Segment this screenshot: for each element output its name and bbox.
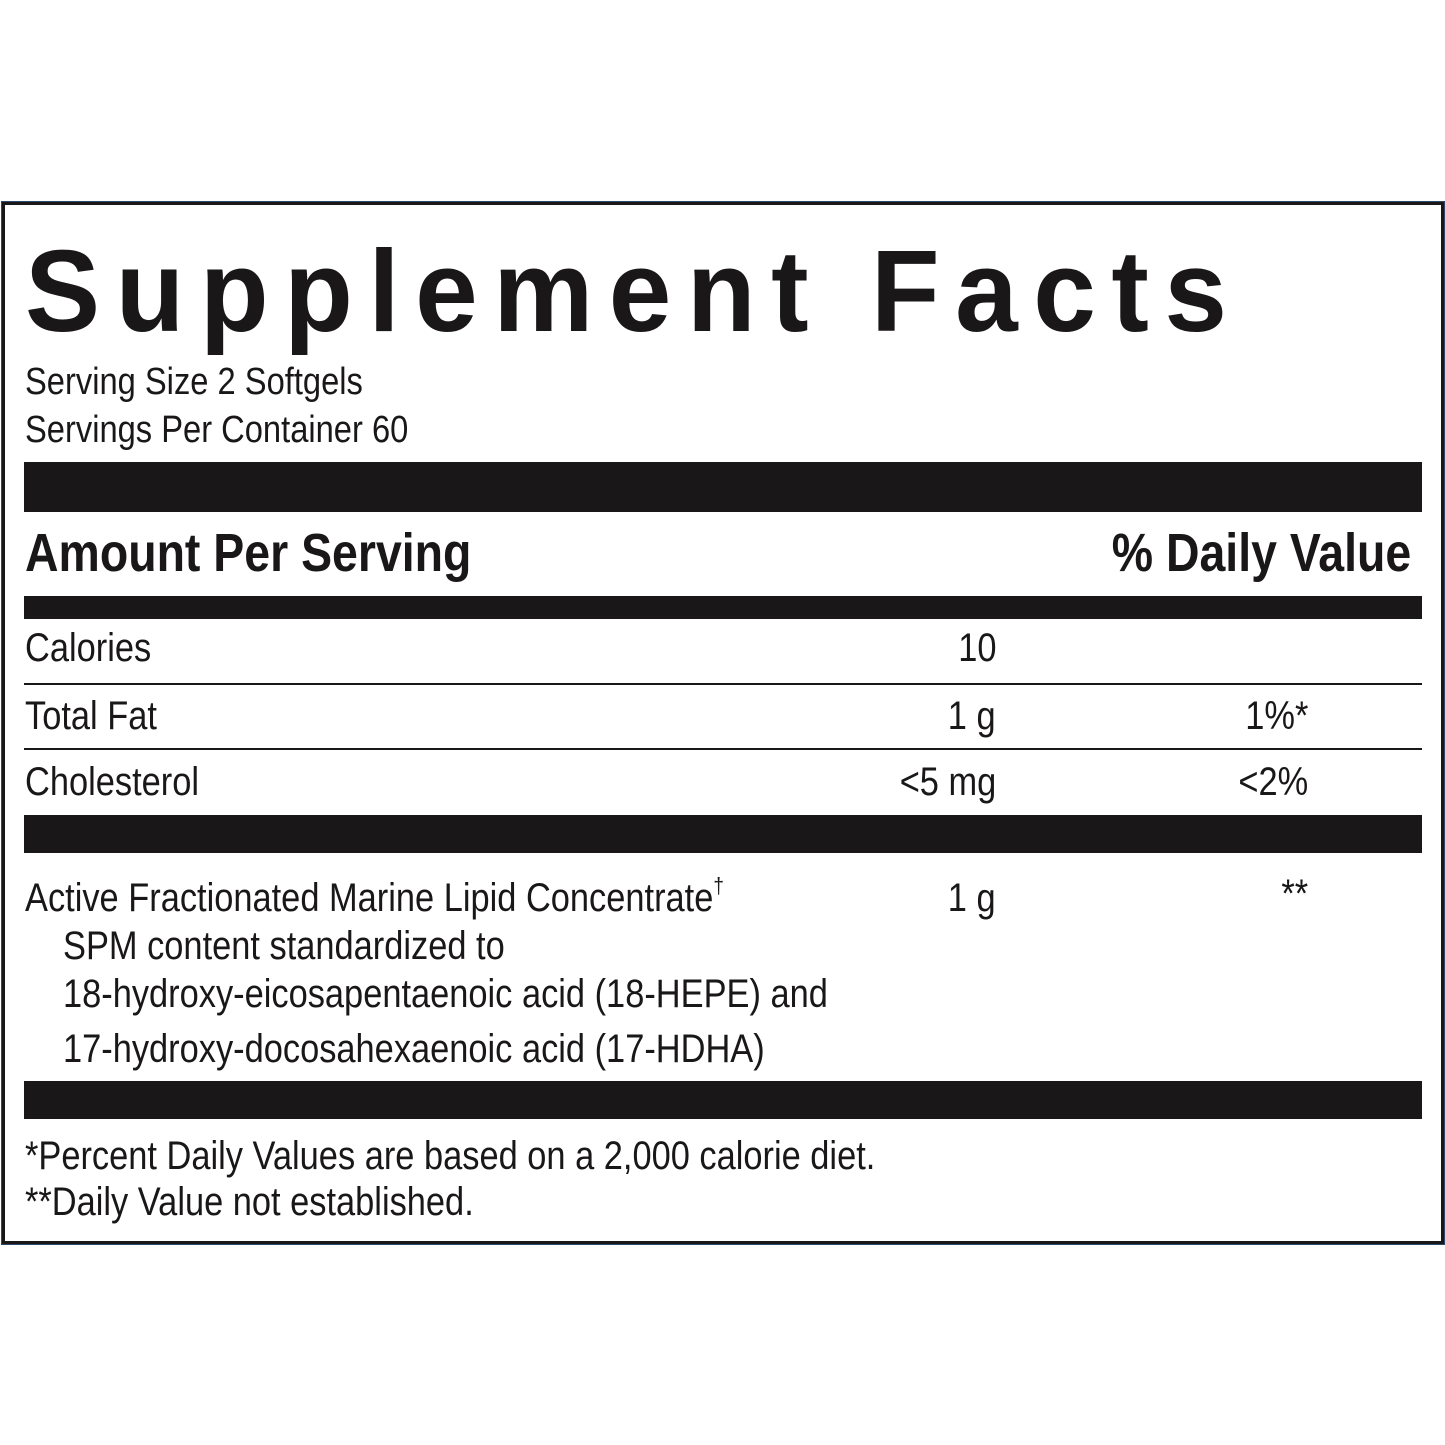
amount-per-serving-header: Amount Per Serving — [25, 523, 472, 583]
servings-per-container: Servings Per Container 60 — [25, 409, 409, 451]
row-label-cholesterol: Cholesterol — [25, 760, 200, 804]
row-label-total-fat: Total Fat — [25, 694, 157, 738]
medium-divider — [24, 596, 1422, 619]
row-divider — [24, 683, 1422, 685]
dagger-mark: † — [713, 873, 724, 898]
ingredient-label: Active Fractionated Marine Lipid Concentrate — [25, 876, 714, 920]
ingredient-name — [25, 875, 724, 921]
row-dv-total-fat: 1%* — [1244, 694, 1308, 738]
row-label-calories: Calories — [25, 626, 152, 670]
footnote-not-established: **Daily Value not established. — [25, 1180, 474, 1224]
row-amount-calories: 10 — [957, 626, 996, 670]
ingredient-dv: ** — [1281, 872, 1308, 916]
ingredient-detail: SPM content standardized to — [63, 924, 505, 968]
thick-divider — [24, 815, 1422, 853]
serving-size: Serving Size 2 Softgels — [25, 361, 363, 403]
row-dv-cholesterol: <2% — [1238, 760, 1308, 804]
daily-value-header: % Daily Value — [1111, 523, 1411, 583]
ingredient-detail: 18-hydroxy-eicosapentaenoic acid (18-HEPE) and — [63, 972, 828, 1016]
thick-divider — [24, 462, 1422, 512]
ingredient-amount: 1 g — [948, 876, 996, 920]
thick-divider — [24, 1081, 1422, 1119]
row-amount-total-fat: 1 g — [948, 694, 996, 738]
row-divider — [24, 748, 1422, 750]
row-amount-cholesterol: <5 mg — [899, 760, 996, 804]
panel-title: Supplement Facts — [25, 226, 1243, 356]
supplement-facts-panel — [2, 202, 1444, 1244]
ingredient-detail: 17-hydroxy-docosahexaenoic acid (17-HDHA) — [63, 1027, 765, 1071]
footnote-daily-values: *Percent Daily Values are based on a 2,000 calorie diet. — [25, 1134, 876, 1178]
